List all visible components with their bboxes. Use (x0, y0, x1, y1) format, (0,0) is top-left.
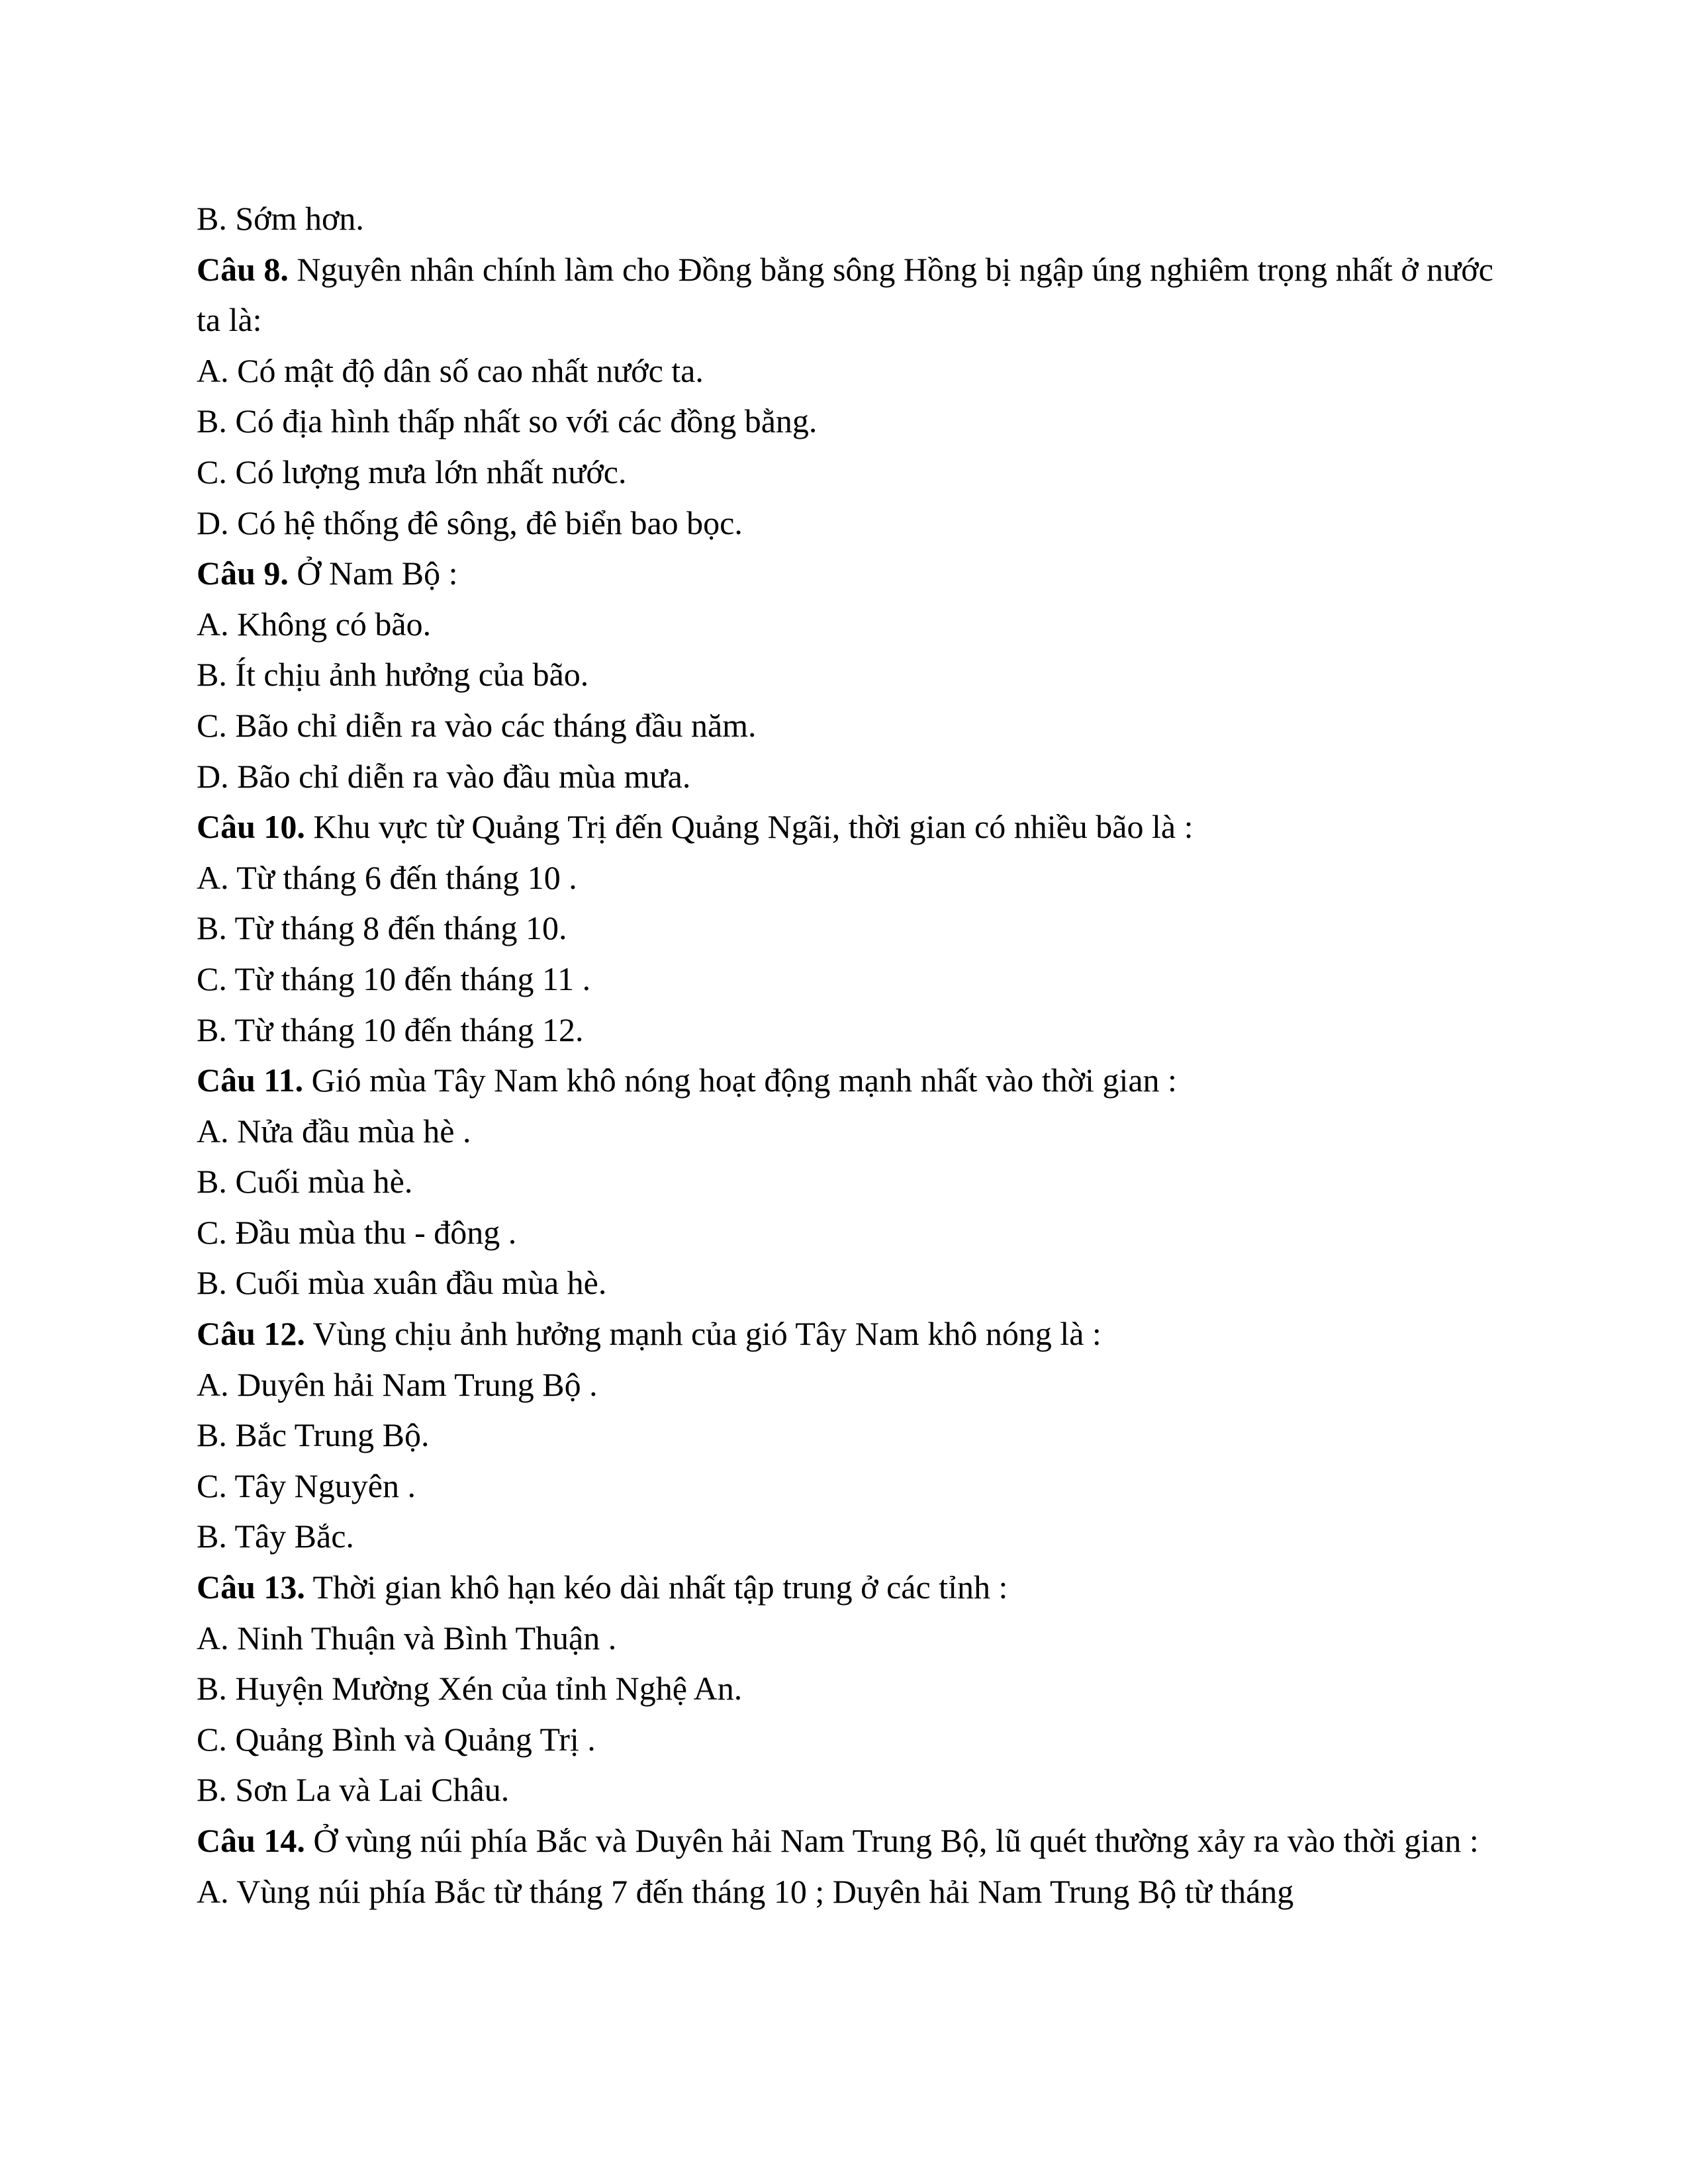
question-12-option-a: A. Duyên hải Nam Trung Bộ . (197, 1365, 598, 1403)
question-9-option-d: D. Bão chỉ diễn ra vào đầu mùa mưa. (197, 757, 691, 795)
question-13-option-a: A. Ninh Thuận và Bình Thuận . (197, 1619, 617, 1657)
question-12 (197, 1308, 1494, 1562)
question-13-option-b: B. Huyện Mường Xén của tỉnh Nghệ An. (197, 1670, 743, 1707)
question-8-option-c: C. Có lượng mưa lớn nhất nước. (197, 453, 627, 490)
question-9 (197, 548, 1494, 801)
question-8-option-a: A. Có mật độ dân số cao nhất nước ta. (197, 351, 704, 389)
question-9-text: Ở Nam Bộ : (288, 555, 458, 592)
question-10-option-a: A. Từ tháng 6 đến tháng 10 . (197, 858, 577, 896)
question-12-option-d: B. Tây Bắc. (197, 1518, 354, 1555)
question-10-text: Khu vực từ Quảng Trị đến Quảng Ngãi, thời gian có nhiều bão là : (305, 808, 1194, 846)
question-11-text: Gió mùa Tây Nam khô nóng hoạt động mạnh nhất vào thời gian : (303, 1062, 1177, 1099)
question-14-option-a: A. Vùng núi phía Bắc từ tháng 7 đến tháng 10 ; Duyên hải Nam Trung Bộ từ tháng (197, 1872, 1294, 1910)
question-14-text: Ở vùng núi phía Bắc và Duyên hải Nam Trung Bộ, lũ quét thường xảy ra vào thời gian : (305, 1822, 1479, 1859)
question-14-label: Câu 14. (197, 1822, 305, 1859)
question-14-stem (197, 1815, 1494, 1866)
question-8-label: Câu 8. (197, 250, 289, 288)
question-10-option-d: B. Từ tháng 10 đến tháng 12. (197, 1011, 584, 1048)
question-8-option-b: B. Có địa hình thấp nhất so với các đồng bằng. (197, 402, 818, 440)
question-12-label: Câu 12. (197, 1315, 305, 1353)
question-11-option-c: C. Đầu mùa thu - đông . (197, 1213, 517, 1251)
question-9-label: Câu 9. (197, 555, 289, 592)
question-8-text: Nguyên nhân chính làm cho Đồng bằng sông Hồng bị ngập úng nghiêm trọng nhất ở nước ta là: (197, 250, 1493, 339)
question-8-stem (197, 244, 1494, 345)
question-12-option-c: C. Tây Nguyên . (197, 1467, 416, 1504)
question-13-option-d: B. Sơn La và Lai Châu. (197, 1771, 510, 1809)
question-13 (197, 1562, 1494, 1815)
question-10-option-b: B. Từ tháng 8 đến tháng 10. (197, 909, 567, 947)
question-11-option-b: B. Cuối mùa hè. (197, 1163, 413, 1201)
question-13-text: Thời gian khô hạn kéo dài nhất tập trung ở các tỉnh : (305, 1569, 1008, 1606)
question-13-label: Câu 13. (197, 1569, 305, 1606)
question-10-label: Câu 10. (197, 808, 305, 846)
question-11-option-a: A. Nửa đầu mùa hè . (197, 1112, 471, 1150)
question-10 (197, 801, 1494, 1055)
question-8-option-d: D. Có hệ thống đê sông, đê biển bao bọc. (197, 504, 743, 541)
question-9-stem (197, 548, 1494, 599)
question-12-option-b: B. Bắc Trung Bộ. (197, 1416, 430, 1454)
question-10-stem (197, 801, 1494, 852)
question-9-option-c: C. Bão chỉ diễn ra vào các tháng đầu năm. (197, 706, 757, 744)
question-13-option-c: C. Quảng Bình và Quảng Trị . (197, 1720, 596, 1758)
question-12-text: Vùng chịu ảnh hưởng mạnh của gió Tây Nam khô nóng là : (305, 1315, 1102, 1353)
document-body (197, 193, 1494, 1917)
question-9-option-a: A. Không có bão. (197, 605, 432, 643)
question-14 (197, 1815, 1494, 1917)
question-8 (197, 244, 1494, 549)
question-11-label: Câu 11. (197, 1062, 304, 1099)
question-11-option-d: B. Cuối mùa xuân đầu mùa hè. (197, 1264, 607, 1302)
question-9-option-b: B. Ít chịu ảnh hưởng của bão. (197, 656, 589, 694)
lead-answer-line: B. Sớm hơn. (197, 200, 364, 237)
question-11-stem (197, 1055, 1494, 1106)
question-10-option-c: C. Từ tháng 10 đến tháng 11 . (197, 960, 591, 997)
question-11 (197, 1055, 1494, 1308)
question-12-stem (197, 1308, 1494, 1359)
question-13-stem (197, 1562, 1494, 1613)
